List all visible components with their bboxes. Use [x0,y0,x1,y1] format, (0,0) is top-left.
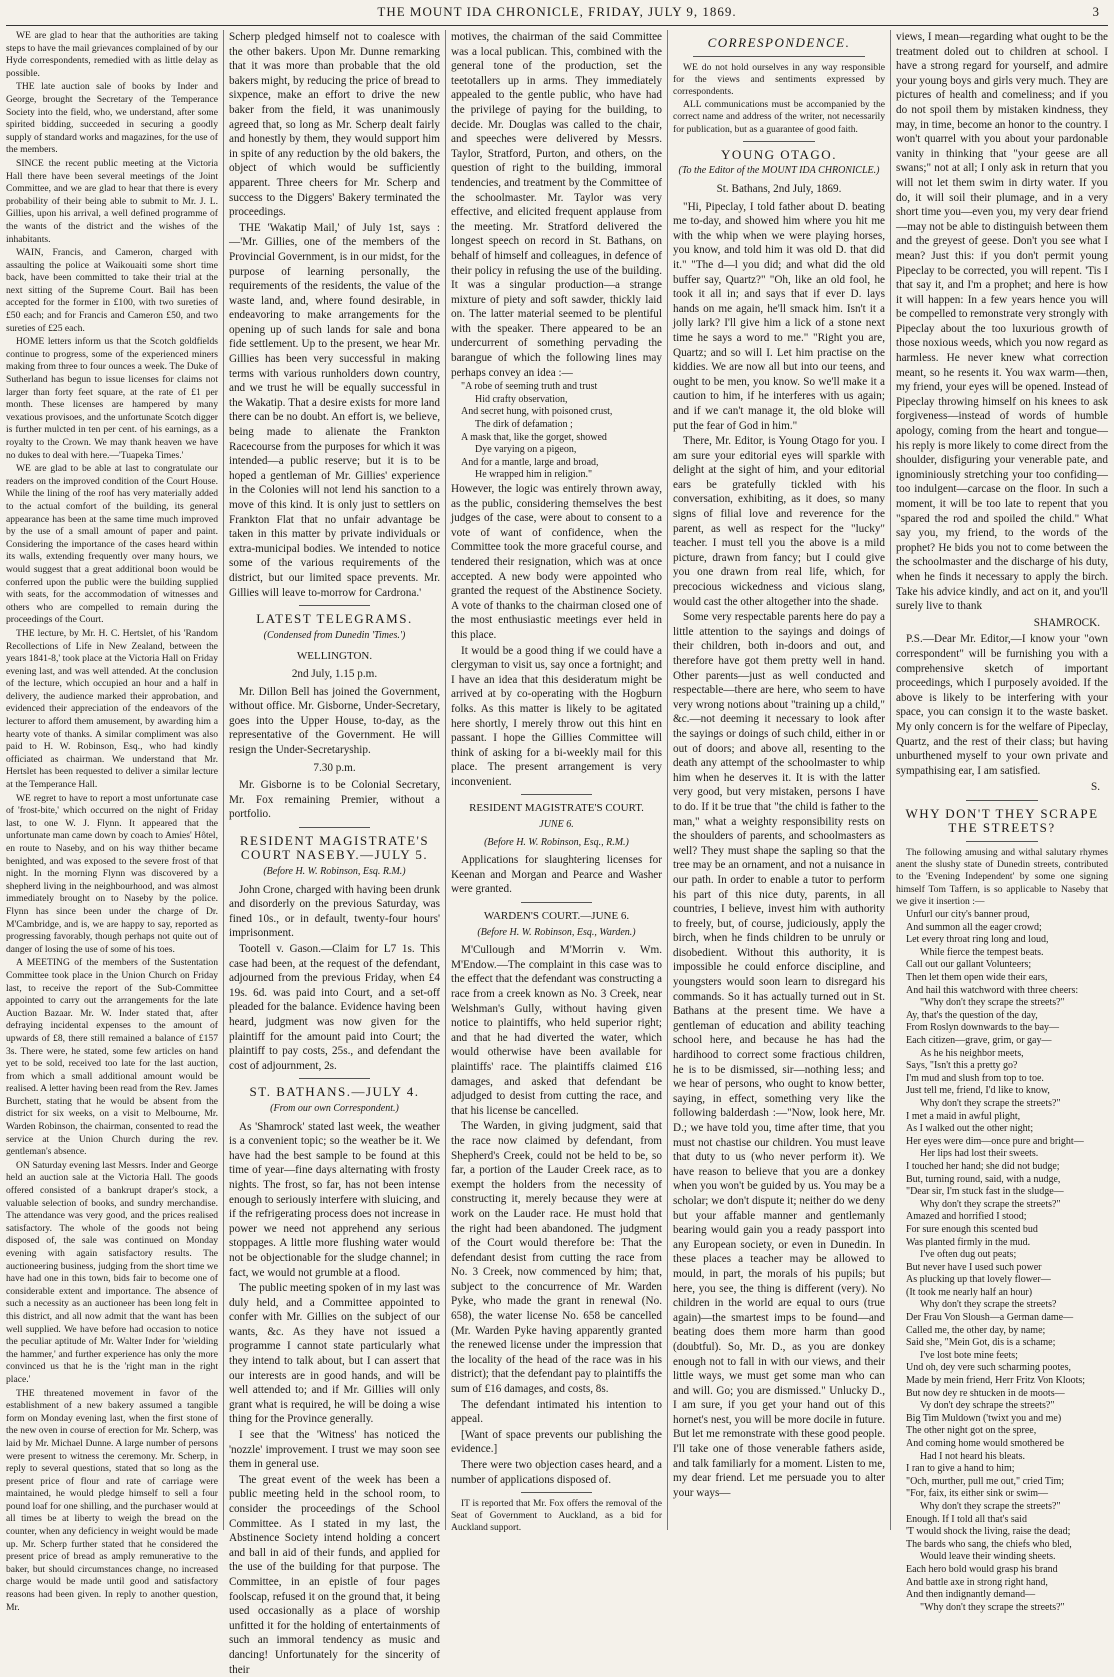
verse-line: Her lips had lost their sweets. [920,1148,1039,1160]
masthead [0,0,1114,26]
verse-line: While fierce the tempest beats. [920,946,1044,958]
telegram-time: 2nd July, 1.15 p.m. [291,667,378,680]
bathans-paragraph: I see that the 'Witness' has noticed the 'nozzle' improvement. I trust we may soon see them in general use. [229,1429,440,1471]
telegrams-heading: LATEST TELEGRAMS. [256,611,413,627]
wardens-court-subheading: (Before H. W. Robinson, Esq., Warden.) [477,926,636,938]
letter-signature: S. [1090,781,1100,794]
verse-line: I touched her hand; she did not budge; [906,1160,1060,1172]
verse-line: But, turning round, said, with a nudge, [906,1173,1061,1185]
verse-line: From Roslyn downwards to the bay— [906,1022,1060,1034]
page-number: 3 [1092,4,1100,19]
verse-line: As plucking up that lovely flower— [906,1274,1051,1286]
bathans-paragraph: The great event of the week has been a public meeting held in the school room, to consider the proceedings of the School Committee. As I stated in my last, the Abstinence Society intend holding a concert and ball in aid of their funds, and applied for the use of the building for that purpose. The Committee, in an epistle of four pages foolscap, refused it on the ground that, it being used occasionally as a place of worship unfitted it for the holding of entertainments of such an immoral tendency as music and dancing! Unfortunately for the sincerity of their [229,1473,440,1676]
news-item: Scherp pledged himself not to coalesce with the other bakers. Upon Mr. Dunne remarking that it was more than probable that the old bakers might, by reducing the price of bread to sixpence, make an effort to drive the new baker from the field, it was unanimously agreed that, so long as Mr. Scherp dealt fairly and honestly by them, they would support him in spite of any reduction by the old bakers, the object of which would be sufficiently apparent. Three cheers for Mr. Scherp and success to the Diggers' Bakery terminated the proceedings. [229,31,440,219]
divider [299,1078,370,1079]
verse-line: "Dear sir, I'm stuck fast in the sludge— [906,1186,1064,1198]
news-item: THE lecture, by Mr. H. C. Hertslet, of his 'Random Recollections of Life in New Zealand, between the years 1841-8,' took place at the Victoria Hall on Friday evening last, and was well attended. At the conclusion of the lecture, which occupied an hour and a half in delivery, the audience marked their approbation, and evidenced their appreciation of the endeavors of the lecturer to afford them amusement, by awarding him a hearty vote of thanks. A similar compliment was also paid to H. W. Robinson, Esq., who had kindly officiated as chairman. We understand that Mr. Hertslet has been requested to deliver a similar lecture at the Temperance Hall. [6,627,218,791]
verse-line: I've lost bote mine feets; [920,1349,1018,1361]
verse-line: The dirk of defamation ; [475,419,573,431]
verse-line: And for a mantle, large and broad, [461,456,599,468]
verse-line: Hid crafty observation, [475,393,568,405]
news-item: WE are glad to be able at last to congratulate our readers on the improved condition of the Court House. While the lining of the roof has very materially added to the actual comfort of the building, its general appearance has been at the same time much improved by the use of a small amount of paper and paint. Considering the importance of the cases heard within its walls, extending frequently over many hours, we would suggest that a great additional boon would be conferred upon the public were the building supplied with seats, for the accommodation of witnesses and others who are compelled to remain during the proceedings of the Court. [6,463,218,626]
verse-line: Dye varying on a pigeon, [475,444,577,456]
column-rule [890,30,891,1530]
verse-line: I met a maid in awful plight, [906,1110,1021,1122]
verse-line: 'T would shock the living, raise the dead; [906,1526,1071,1538]
verse-line: Each hero bold would grasp his brand [906,1563,1058,1575]
verse-line: (It took me nearly half an hour) [906,1286,1033,1298]
verse-line: "A robe of seeming truth and trust [461,381,598,393]
verse-line: Und oh, dey vere such scharming pootes, [906,1362,1071,1374]
news-item: THE threatened movement in favor of the establishment of a new bakery assumed a tangible form on Monday evening last, when the first stone of the new oven in course of erection for Mr. Scherp, was laid by Mr. Michael Dunne. A large number of persons were present to witness the ceremony. Mr. Scherp, in reply to several questions, stated that so long as the present price of flour and rate of carriage were maintained, he would pledge himself to sell a four pound loaf for one shilling, and the purchaser would at all times be at liberty to weigh the bread on the counter, when any deficiency in weight would be made up. Mr. Scherp further stated that he considered the present price of bread as amply remunerative to the baker, but should circumstances change, no increased charge would be made until good and satisfactory reasons had been given. In reply to another question, Mr. [6,1387,218,1613]
verse-line: The other night got on the spree, [906,1425,1037,1437]
masthead-rule [6,25,1108,26]
court-item: John Crone, charged with having been drunk and disorderly on the previous Saturday, was fined 10s., or in default, twenty-four hours' imprisonment. [229,883,440,940]
verse-line: "Och, murther, pull me out," cried Tim; [906,1475,1065,1487]
court-heading: RESIDENT MAGISTRATE'S COURT NASEBY.—JULY 5. [239,832,430,863]
verse-line: I'm mud and slush from top to toe. [906,1072,1044,1084]
verse-line: Call out our gallant Volunteers; [906,959,1032,971]
verse-line: Just tell me, friend, I'd like to know, [906,1085,1050,1097]
verse-line: Says, "Isn't this a pretty go? [906,1060,1018,1072]
verse-line: The bards who sang, the chiefs who bled, [906,1538,1072,1550]
verse-line: Amazed and horrified I stood; [906,1211,1027,1223]
verse-line: Then let them open wide their ears, [906,972,1048,984]
verse-line: "Why don't they scrape the streets?" [920,997,1065,1009]
column-correspondence [673,30,885,1530]
divider [299,605,370,606]
court-item: Tootell v. Gason.—Claim for L7 1s. This case had been, at the request of the defendant, adjourned from the previous Friday, when £4 19s. 6d. was paid into Court, and a set-off pleaded for the balance. Evidence having been heard, judgment was now given for the plaintiff for the amount paid into Court; the plaintiff to pay costs, 25s., and defendant the cost of adjournment, 2s. [229,943,440,1072]
bathans-paragraph: motives, the chairman of the said Committee was a local publican. This, combined with the general tone of the production, set the teetotallers up in arms. They immediately appealed to the gentle public, who have had the privilege of paying for the building, to decide. Mr. Douglas was called to the chair, and speeches were delivered by Messrs. Taylor, Stratford, Purton, and others, on the question of right to the building, immoral tendencies, and treatment by the Committee of the schoolmaster. Mr. Taylor was very effective, and elicited frequent applause from the meeting. Mr. Stratford delivered the longest speech on record in St. Bathans, on behalf of himself and colleagues, in defence of their policy in refusing the use of the building. It was a singular production—a strange mixture of piety and soft sawder, thickly laid on. The latter material seemed to be plentiful with the speaker. There appeared to be an undercurrent of something pervading the barangue of which the following lines may perhaps convey an idea :— [451,31,662,379]
verse-line: Said she, "Mein Got, dis is a schame; [906,1337,1056,1349]
divider [743,141,815,142]
court-item: The Warden, in giving judgment, said that the race now claimed by defendant, from Shepherd's Creek, could not be held to be, so far, a portion of the Lauder Creek race, as to exempt the holders from the necessity of constructing it, merely because they were at work on the Lauder race. He must hold that the right had been abandoned. The judgment of the Court would therefore be: That the defendant desist from cutting the race from No. 3 Creek, now commenced by him; that, subject to the concurrence of Mr. Warden Pyke, who made the grant in renewal (No. 658), the water license No. 658 be cancelled (Mr. Warden Pyke having apparently granted the renewed license under the impression that the locality of the head of the race was in his district); that the defendant pay to plaintiffs the sum of £16 damages, and costs, 8s. [451,1120,662,1396]
column-rule [445,30,446,1530]
verse-line: Why don't they scrape the streets?" [920,1097,1061,1109]
news-item: ON Saturday evening last Messrs. Inder and George held an auction sale at the Victoria Hall. The goods offered consisted of a bankrupt draper's stock, a valuable selection of books, and sundry merchandise. The attendance was very good, and the prices realised satisfactory. The whole of the goods not being disposed of, the sale was continued on Monday evening with again satisfactory results. The auctioneering business, judging from the short time we have had one in this town, bids fair to become one of considerable extent and importance. The absence of such a necessity as an auctioneer has been long felt in this district, and all now admit that the want has been well supplied. We have before had occasion to notice the peculiar aptitude of Mr. Walter Inder for 'wielding the hammer,' and further experience has only the more convinced us that he is the 'right man in the right place.' [6,1159,218,1385]
verse-line: And hail this watchword with three cheers: [906,984,1079,996]
column-three [451,30,662,1534]
verse-line: A mask that, like the gorget, showed [461,431,607,443]
verse-line: "Why don't they scrape the streets?" [920,1601,1065,1613]
verse-line: And battle axe in strong right hand, [906,1576,1048,1588]
streets-poem [896,909,1108,1614]
verse-line: But now dey re shtucken in de moots— [906,1387,1065,1399]
masthead-title: THE MOUNT IDA CHRONICLE, FRIDAY, JULY 9, 1869. [377,4,737,19]
verse-line: Why don't they scrape the streets?" [920,1198,1061,1210]
verse-line: He wrapped him in religion." [475,469,593,481]
verse-line: As I walked out the other night; [906,1123,1034,1135]
verse-line: Her eyes were dim—once pure and bright— [906,1135,1084,1147]
bathans-paragraph: However, the logic was entirely thrown away, as the public, considering themselves the best judges of the case, were about to consent to a vote of want of confidence, when the Committee took the more graceful course, and tendered their resignation, which was at once accepted. A new body were appointed who granted the request of the Abstinence Society. A vote of thanks to the chairman closed one of the most enthusiastic meetings ever held in this place. [451,483,662,641]
verse-line: And coming home would smothered be [906,1438,1065,1450]
letter-dateline: St. Bathans, 2nd July, 1869. [716,183,842,195]
letter-address: (To the Editor of the MOUNT IDA CHRONICLE.) [678,165,880,177]
verse-line: Unfurl our city's banner proud, [906,909,1030,921]
dateline-wellington: WELLINGTON. [296,650,373,663]
news-item: WAIN, Francis, and Cameron, charged with assaulting the police at Waikouaiti some short time back, have been committed to take their trial at the next sitting of the Supreme Court. Bail has been accepted for the former in £100, with two sureties of £50 each; and for Francis and Cameron £50, and two sureties of £25 each. [6,247,218,334]
letter-heading: YOUNG OTAGO. [721,146,837,162]
letter-paragraph: views, I mean—regarding what ought to be the treatment doled out to children at school. I have a strong regard for yourself, and admire your young boys and girls very much. They are pictures of health and comeliness; and if you do not spoil them by mistaken kindness, they may, in time, become an honor to the country. I won't quarrel with you about your pardonable vanity in thinking that "your geese are all swans;" not at all; I only ask in return that you will not let them swim in dirty water. If you do, it will soil their plumage, and in a very short time you—even you, my very dear friend—may not be able to distinguish between them and the greyest of geese. Don't you see what I mean? Just this: if you don't permit young Pipeclay to be corrected, you will repent. 'Tis I that say it, and I'm a prophet; and here is how it will happen: In a few years hence you will be compelled to remonstrate very strongly with Pipeclay about the too luxurious growth of those noxious weeds, which you now regard as harmless. He never knew what correction meant, so he resents it. You wax warm—then, my friend, your eyes will be opened. Instead of Pipeclay throwing himself on his knees to ask forgiveness—instead of words of humble apology, coming from the heart and tongue—his reply is more likely to come direct from the shoulder, disfiguring your venerable pate, and ignominiously stretching your too confiding—too indulgent—carcase on the floor. In such a moment, it will be too late to repent that you "spared the rod and spoiled the child." What say you, my friend, to the words of the prophet? He bids you not to come between the the schoolmaster and the discharge of his duty, when he finds it necessary to apply the birch. Take his advice kindly, and act on it, and you'll surely live to thank [896,31,1108,613]
verse-line: Big Tim Muldown ('twixt you and me) [906,1412,1062,1424]
column-five [896,30,1108,1613]
court-item: Applications for slaughtering licenses for Keenan and Morgan and Pearce and Washer were granted. [451,854,662,896]
verse-line: Der Frau Von Sloush—a German dame— [906,1312,1074,1324]
verse-line: Enough. If I told all that's said [906,1513,1027,1525]
news-item: IT is reported that Mr. Fox offers the removal of the Seat of Government to Auckland, as a bid for Auckland support. [451,1499,662,1534]
news-item: THE 'Wakatip Mail,' of July 1st, says :—'Mr. Gillies, one of the members of the Provincial Government, is in our midst, for the purpose of learning personally, the requirements of the residents, the value of the waste land, and, where found desirable, in endeavoring to make arrangements for the opening up of such lands for sale and bona fide settlement. Up to the present, we hear Mr. Gillies has been very successful in making terms with various runholders down country, and we trust he will be equally successful in the Wakatip. That a desire exists for more land there can be no doubt. An effort is, we believe, being made to alienate the Frankton Racecourse from the purposes for which it was intended—a public reserve; but it is to be hoped a gentleman of Mr. Gillies' experience in the Colonies will not lend his sanction to a move of this kind. It is only just to settlers on Frankton Flat that no unfair advantage be taken in this matter by private individuals or extra-municipal bodies. We intended to notice some of the various requirements of the district, but our limited space prevents. Mr. Gillies will leave to-morrow for Cardrona.' [229,221,440,599]
column-rule [223,30,224,1530]
streets-heading: WHY DON'T THEY SCRAPE THE STREETS? [905,805,1099,836]
court-item: The defendant intimated his intention to appeal. [451,1398,662,1426]
news-item: SINCE the recent public meeting at the Victoria Hall there have been several meetings of the Joint Committee, and we are glad to hear that there is every probability of their being able to submit to Mr. J. L. Gillies, upon his arrival, a well defined programme of the wants of the district and the wishes of the inhabitants. [6,157,218,245]
letter-paragraph: "Hi, Pipeclay, I told father about D. beating me to-day, and showed him where you hit me with the whip when we were playing horses, you know, and told him it was old D. that did it." "The d—l you did; and what did the old buffer say, Quartz?" "Oh, like an old fool, he took it all in; and says that if ever D. lays hands on me again, he'll smack him. Isn't it a jolly lark? I'll give him a lick of a stone next time he says a word to me." "Right you are, Quartz; and so will I. Let him practise on the kiddies. We are now all but into our teens, and ought to be men, you know. So we'll make it a caution to him, if he interferes with us again; and if we can't manage it, the old bloke will put the fear of God in him." [673,200,885,432]
verse-line: Had I not heard his bleats. [920,1450,1025,1462]
divider [521,794,592,795]
quoted-verse [451,381,662,482]
court-item: M'Cullough and M'Morrin v. Wm. M'Endow.—The complaint in this case was to the effect that the defendant was constructing a race from a creek known as No. 3 Creek, near Welshman's Gully, without having given notice to plaintiffs, who held superior right; and that he had diverted the water, which would otherwise have been available for plaintiffs' race. The plaintiffs claimed £16 damages, and asked that defendant be adjudged to desist from cutting the race, and that his license be cancelled. [451,944,662,1117]
streets-intro: The following amusing and withal salutary rhymes anent the slushy state of Dunedin streets, contributed to the 'Evening Independent' by some one signing himself Tom Taffern, is so applicable to Naseby that we give it insertion :— [896,847,1108,907]
verse-line: And secret hung, with poisoned crust, [461,406,613,418]
news-item: THE late auction sale of books by Inder and George, brought the Secretary of the Temperance Society into the field, who, we understand, after some spirited bidding, succeeded in securing a goodly supply of standard works and magazines, for the use of the members. [6,81,218,156]
verse-line: For sure enough this scented bud [906,1223,1038,1235]
verse-line: Was planted firmly in the mud. [906,1236,1031,1248]
court-item: [Want of space prevents our publishing the evidence.] [451,1428,662,1456]
verse-line: I've often dug out peats; [920,1249,1017,1261]
editorial-notice: ALL communications must be accompanied by the correct name and address of the writer, not necessarily for publication, but as a guarantee of good faith. [673,99,885,135]
divider [966,841,1038,842]
correspondence-heading: CORRESPONDENCE. [707,35,851,50]
telegram-time: 7.30 p.m. [313,761,356,774]
verse-line: But never have I used such power [906,1261,1042,1273]
column-local-news [6,30,218,1613]
column-rule [667,30,668,1530]
letter-postscript: P.S.—Dear Mr. Editor,—I know your "own correspondent" will be furnishing you with a comprehensive sketch of important proceedings, which I purposely avoided. If the above is likely to be interfering with your space, you can consign it to the waste basket. My only concern is for the welfare of Pipeclay, Quartz, and the rest of their class; but having unburthened myself to your own private and sympathising ear, I am satisfied. [896,633,1108,777]
divider [299,827,370,828]
letter-paragraph: There, Mr. Editor, is Young Otago for you. I am sure your editorial eyes will sparkle with delight at the sight of him, and your editorial ears be gratefully tickled with his conversation, exhibiting, as it does, so many signs of filial love and reverence for the parent, as well as respect for the "lucky" teacher. I must tell you the above is a mild picture, drawn from fancy; but I could give you one drawn from real life, which, for precocious wickedness and vicious slang, would cast the other altogether into the shade. [673,435,885,608]
verse-line: I ran to give a hand to him; [906,1463,1015,1475]
verse-line: Why don't they scrape the streets?" [920,1500,1061,1512]
verse-line: Let every throat ring long and loud, [906,934,1049,946]
verse-line: Made by mein friend, Herr Fritz Von Kloots; [906,1375,1086,1387]
verse-line: Why don't they scrape the streets? [920,1299,1057,1311]
verse-line: As he his neighbor meets, [920,1047,1024,1059]
telegrams-subheading: (Condensed from Dunedin 'Times.') [263,629,406,641]
bathans-paragraph: The public meeting spoken of in my last was duly held, and a Committee appointed to confer with Mr. Gillies on the subject of our wants, &c. As they have not issued a programme I cannot state particularly what they intend to talk about, but I can assert that our interests are in good hands, and will be well attended to; and if Mr. Gillies will only grant what is required, he will be doing a wise thing for the Province generally. [229,1282,440,1426]
column-two [229,30,440,1676]
verse-line: And summon all the eager crowd; [906,921,1042,933]
bathans-heading: ST. BATHANS.—JULY 4. [249,1084,420,1100]
rm-court-date: JUNE 6. [539,819,574,831]
letter-signature: SHAMROCK. [1033,616,1100,629]
verse-line: Ay, that's the question of the day, [906,1009,1038,1021]
verse-line: "For, faix, its either sink or swim— [906,1488,1049,1500]
verse-line: Each citizen—grave, grim, or gay— [906,1035,1052,1047]
divider [521,902,592,903]
divider [693,56,865,57]
editorial-notice: WE do not hold ourselves in any way responsible for the views and sentiments expressed by correspondents. [673,61,885,97]
court-item: There were two objection cases heard, and a number of applications disposed of. [451,1459,662,1486]
divider [966,800,1038,801]
news-item: A MEETING of the members of the Sustentation Committee took place in the Union Church on Friday last, to receive the report of the Sub-Committee appointed to carry out the arrangements for the late Auction Bazaar. Mr. W. Inder stated that, after defraying incidental expenses to the amount of upwards of £8, there still remained a balance of £157 3s. There were, he stated, some few articles on hand yet to be sold, received too late for the last auction, from which a small additional amount would be realised. A letter having been read from the Rev. James Burchett, stating that he would be absent from the district for six weeks, on a visit to Melbourne, Mr. Warden Robinson, the chairman, consented to read the service at the Union Church during the rev. gentleman's absence. [6,957,218,1158]
news-item: HOME letters inform us that the Scotch goldfields continue to progress, some of the experienced miners making from three to four ounces a week. The Duke of Sutherland has begun to issue licenses for claims not larger than forty feet square, at the rate of £1 per month. These licenses are hampered by many vexatious provisoes, and the unfortunate Scotch digger is further mulcted in ten per cent. of his earnings, as a royalty to the Crown. We may thank heaven we have no dukes to deal with here.—'Tuapeka Times.' [6,336,218,461]
rm-court-heading: RESIDENT MAGISTRATE'S COURT. [469,802,644,815]
news-item: WE are glad to hear that the authorities are taking steps to have the mail grievances complained of by our Hyde correspondents, remedied with as little delay as possible. [6,30,218,79]
verse-line: Called me, the other day, by name; [906,1324,1046,1336]
bathans-paragraph: As 'Shamrock' stated last week, the weather is a convenient topic; so the weather be it. We have had the best sample to be found at this time of year—fine days alternating with frosty nights. The frost, so far, has not been intense enough to seriously interfere with sluicing, and if the refrigerating process does not increase in power we need not apprehend any serious stoppages. A little more flushing water would not be objectionable for the sludge channel; in fact, we would not grumble at a flood. [229,1120,440,1279]
news-item: WE regret to have to report a most unfortunate case of 'frost-bite,' which occurred on the night of Friday last, to one W. J. Flynn. It appeared that the unfortunate man came down by coach to Amies' Hôtel, en route to Naseby, and on his way thither became benighted, and was exposed to the severe frost of that night. In the morning Flynn was discovered by a shepherd living in the neighbourhood, and was almost immediately brought on to Naseby by the police. Flynn has since been under the charge of Dr. M'Cambridge, and is, we are happy to say, reported as progressing favorably, though perhaps not quite out of danger of losing the use of some of his toes. [6,792,218,955]
telegram-text: Mr. Gisborne is to be Colonial Secretary, Mr. Fox remaining Premier, without a portfolio. [229,779,440,821]
wardens-court-heading: WARDEN'S COURT.—JUNE 6. [483,910,630,923]
divider [521,1492,592,1493]
bathans-subheading: (From our own Correspondent.) [270,1102,399,1114]
rm-court-subheading: (Before H. W. Robinson, Esq., R.M.) [484,836,629,848]
verse-line: Would leave their winding sheets. [920,1551,1056,1563]
court-subheading: (Before H. W. Robinson, Esq. R.M.) [263,866,406,878]
verse-line: Vy don't dey schrape the streets?" [920,1400,1055,1412]
telegram-text: Mr. Dillon Bell has joined the Government, without office. Mr. Gisborne, Under-Secretary, goes into the Upper House, to-day, as the representative of the Government. He will resign the Under-Secretaryship. [229,685,440,756]
letter-paragraph: Some very respectable parents here do pay a little attention to the sayings and doings of their children, both in-doors and out, and therefore have got them pretty well in hand. Other parents—just as well conducted and respectable—there are here, who seem to have very wrong notions about "training up a child," &c.—not deeming it necessary to look after the sayings or doings of such child, either in or out of doors; and above all, resenting to the death any attempt of the schoolmaster to whip him when he deserves it. It is with the latter very good, but very mistaken, persons I have to do. If it be true that "the child is father to the man," what a weighty responsibility rests on the shoulders of parents, and schoolmasters as well? They must shape the sapling so that the tree may be an ornament, and not a nuisance in our path. In order to enable a tutor to perform his part of this nice duty, parents, in all countries, I believe, invest him with authority to freely, but, of course, judiciously, apply the birch, when he finds children to be unruly or disobedient. Without this authority, it is impossible he could enforce discipline, and youngsters would soon learn to disregard his commands. So it has actually turned out in St. Bathans at the present time. We have a gentleman of education and ability teaching school here, and because he has had the hardihood to correct some fractious children, he is to be dismissed, sir—nothing less; and we hear of persons, who ought to know better, saying, in effect, something very like the following balderdash :—"Now, look here, Mr. D.; we have told you, time after time, that you must not chastise our children. You must leave that duty to us (who never perform it). We have reason to believe that you are a donkey when you won't be guided by us. You may be a scholar; we don't dispute it; neither do we deny but your affable manner and gentlemanly bearing would gain you a ready passport into any European society, or even in Dunedin. In these places a teacher may be allowed to mould, in part, the morals of his pupils; but here, you see, the thing is different (very). No children in the world are equal to ours (true again)—the smartest imps to be found—and beating does them more harm than good (doubtful). So, Mr. D., as you are donkey enough not to fall in with our views, and their little ways, we must get some man who can and will. Go; you are dismissed." Unlucky D., I am sure, if you get your hand out of this hornet's nest, you will be more docile in future. But let me remonstrate with these good people. I'll take one of those venerable fathers aside, and talk familiarly for a moment. Listen to me, my dear friend. Let me persuade you to alter your ways— [673,611,885,1499]
bathans-paragraph: It would be a good thing if we could have a clergyman to visit us, say once a fortnight; and I have an idea that this desideratum might be arrived at by co-operating with the Hogburn folks. As this matter is likely to be agitated here shortly, I merely throw out this hint en passant. I hope the Gillies Committee will think of asking for a bi-weekly mail for this place. The present arrangement is very inconvenient. [451,644,662,788]
verse-line: And then indignantly demand— [906,1589,1036,1601]
